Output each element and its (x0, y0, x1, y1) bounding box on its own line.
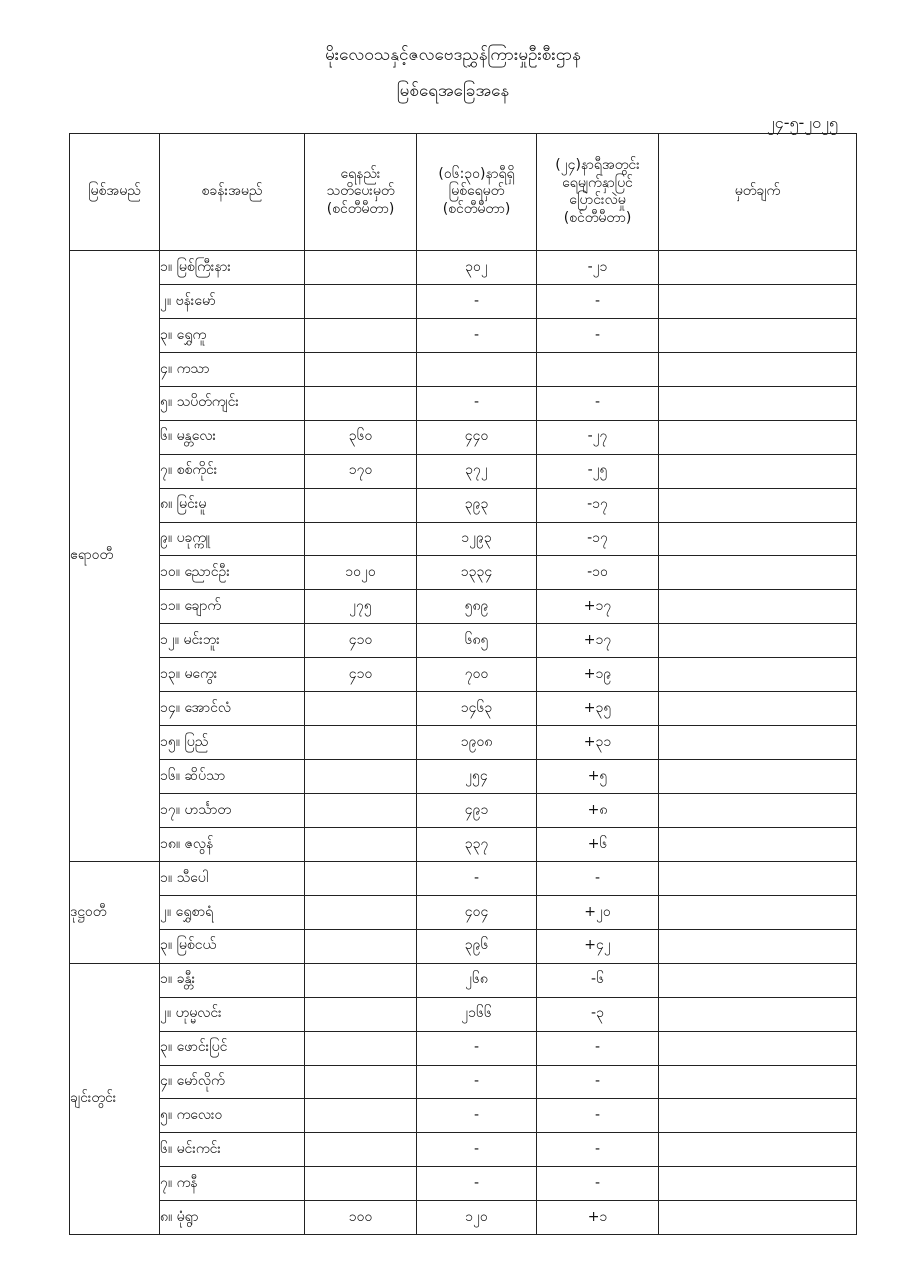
danger-level-cell (305, 861, 417, 895)
level-change-cell: +၆ (537, 827, 659, 861)
station-name-cell: ၆။ မန္တလေး (160, 420, 305, 454)
station-name-cell: ၂။ ရွှေစာရံ (160, 895, 305, 929)
table-row (70, 454, 857, 488)
danger-level-cell (305, 284, 417, 318)
station-name-cell: ၅။ ကလေးဝ (160, 1099, 305, 1133)
table-row (70, 997, 857, 1031)
water-level-cell: ၁၂၉၃ (417, 522, 537, 556)
water-level-cell: ၂၁၆၆ (417, 997, 537, 1031)
table-row (70, 1031, 857, 1065)
danger-level-cell (305, 760, 417, 794)
danger-level-cell: ၄၁၀ (305, 658, 417, 692)
danger-level-cell (305, 692, 417, 726)
remarks-cell (659, 1065, 857, 1099)
water-level-cell: ၁၉၀၈ (417, 726, 537, 760)
station-name-cell: ၁။ မြစ်ကြီးနား (160, 251, 305, 285)
level-change-cell: - (537, 1133, 659, 1167)
river-name-cell: ချင်းတွင်း (70, 963, 160, 1235)
danger-level-cell (305, 1031, 417, 1065)
table-row (70, 352, 857, 386)
table-row (70, 895, 857, 929)
station-name-cell: ၁၈။ ဇလွန် (160, 827, 305, 861)
remarks-cell (659, 794, 857, 828)
remarks-cell (659, 692, 857, 726)
station-name-cell: ၂။ ဟုမ္မလင်း (160, 997, 305, 1031)
remarks-cell (659, 420, 857, 454)
header-danger-level: ရေနည်း သတိပေးမှတ် (စင်တီမီတာ) (305, 134, 417, 251)
danger-level-cell (305, 794, 417, 828)
danger-level-cell: ၁၀၀ (305, 1201, 417, 1235)
level-change-cell (537, 352, 659, 386)
danger-level-cell (305, 386, 417, 420)
table-row (70, 963, 857, 997)
water-level-cell: - (417, 1167, 537, 1201)
table-row (70, 827, 857, 861)
remarks-cell (659, 590, 857, 624)
remarks-cell (659, 522, 857, 556)
remarks-cell (659, 624, 857, 658)
table-row (70, 590, 857, 624)
water-level-cell: ၇၀၀ (417, 658, 537, 692)
header-river: မြစ်အမည် (70, 134, 160, 251)
document-subtitle: မြစ်ရေအခြေအနေ (396, 81, 510, 101)
water-level-cell: - (417, 318, 537, 352)
danger-level-cell (305, 318, 417, 352)
remarks-cell (659, 1031, 857, 1065)
level-change-cell: - (537, 861, 659, 895)
level-change-cell: - (537, 318, 659, 352)
level-change-cell: - (537, 1099, 659, 1133)
table-row (70, 861, 857, 895)
station-name-cell: ၁၅။ ပြည် (160, 726, 305, 760)
water-level-cell (417, 352, 537, 386)
table-row (70, 251, 857, 285)
table-row (70, 522, 857, 556)
remarks-cell (659, 658, 857, 692)
remarks-cell (659, 251, 857, 285)
level-change-cell: +၈ (537, 794, 659, 828)
remarks-cell (659, 861, 857, 895)
remarks-cell (659, 454, 857, 488)
water-level-cell: ၂၅၄ (417, 760, 537, 794)
water-level-cell: ၃၀၂ (417, 251, 537, 285)
remarks-cell (659, 1133, 857, 1167)
river-name-cell: ဧရာဝတီ (70, 251, 160, 862)
level-change-cell: -၂၅ (537, 454, 659, 488)
water-level-cell: - (417, 1065, 537, 1099)
remarks-cell (659, 929, 857, 963)
station-name-cell: ၃။ ရွှေကူ (160, 318, 305, 352)
table-row (70, 726, 857, 760)
level-change-cell: - (537, 1031, 659, 1065)
table-body (70, 251, 857, 1235)
danger-level-cell (305, 997, 417, 1031)
level-change-cell: +၁၉ (537, 658, 659, 692)
remarks-cell (659, 760, 857, 794)
danger-level-cell: ၂၇၅ (305, 590, 417, 624)
water-level-cell: ၃၇၂ (417, 454, 537, 488)
level-change-cell: -၁၇ (537, 488, 659, 522)
station-name-cell: ၃။ ဖောင်းပြင် (160, 1031, 305, 1065)
table-row (70, 284, 857, 318)
water-level-cell: - (417, 861, 537, 895)
water-level-cell: ၄၄၀ (417, 420, 537, 454)
remarks-cell (659, 386, 857, 420)
danger-level-cell: ၁၇၀ (305, 454, 417, 488)
level-change-cell: - (537, 386, 659, 420)
level-change-cell: +၁၇ (537, 624, 659, 658)
remarks-cell (659, 1167, 857, 1201)
remarks-cell (659, 284, 857, 318)
danger-level-cell: ၃၆၀ (305, 420, 417, 454)
station-name-cell: ၁၇။ ဟင်္သာတ (160, 794, 305, 828)
report-date: ၂၄-၅-၂၀၂၅ (766, 113, 838, 132)
water-level-cell: ၁၄၆၃ (417, 692, 537, 726)
station-name-cell: ၁၁။ ချောက် (160, 590, 305, 624)
table-row (70, 318, 857, 352)
remarks-cell (659, 318, 857, 352)
table-row (70, 760, 857, 794)
water-level-cell: - (417, 284, 537, 318)
station-name-cell: ၄။ ကသာ (160, 352, 305, 386)
table-row (70, 794, 857, 828)
station-name-cell: ၉။ ပခုက္ကူ (160, 522, 305, 556)
table-header (70, 134, 857, 251)
danger-level-cell: ၄၁၀ (305, 624, 417, 658)
level-change-cell: +၅ (537, 760, 659, 794)
station-name-cell: ၂။ ဗန်းမော် (160, 284, 305, 318)
station-name-cell: ၈။ မြင်းမူ (160, 488, 305, 522)
danger-level-cell (305, 929, 417, 963)
remarks-cell (659, 1201, 857, 1235)
remarks-cell (659, 827, 857, 861)
remarks-cell (659, 488, 857, 522)
table-row (70, 1133, 857, 1167)
table-row (70, 1065, 857, 1099)
water-level-cell: - (417, 386, 537, 420)
water-level-cell: ၁၃၃၄ (417, 556, 537, 590)
table-row (70, 929, 857, 963)
station-name-cell: ၄။ မော်လိုက် (160, 1065, 305, 1099)
station-name-cell: ၇။ ကနီ (160, 1167, 305, 1201)
danger-level-cell (305, 1167, 417, 1201)
level-change-cell: +၂၀ (537, 895, 659, 929)
level-change-cell: -၃ (537, 997, 659, 1031)
level-change-cell: -၆ (537, 963, 659, 997)
water-level-cell: ၃၃၇ (417, 827, 537, 861)
remarks-cell (659, 726, 857, 760)
table-row (70, 1099, 857, 1133)
table-row (70, 420, 857, 454)
danger-level-cell: ၁၀၂၀ (305, 556, 417, 590)
level-change-cell: +၁ (537, 1201, 659, 1235)
station-name-cell: ၆။ မင်းကင်း (160, 1133, 305, 1167)
header-row (70, 134, 857, 251)
remarks-cell (659, 352, 857, 386)
danger-level-cell (305, 1133, 417, 1167)
level-change-cell: -၁၇ (537, 522, 659, 556)
water-level-cell: ၄၀၄ (417, 895, 537, 929)
water-level-cell: ၂၆၈ (417, 963, 537, 997)
level-change-cell: +၃၁ (537, 726, 659, 760)
station-name-cell: ၁၀။ ညောင်ဦး (160, 556, 305, 590)
danger-level-cell (305, 488, 417, 522)
level-change-cell: - (537, 284, 659, 318)
water-level-cell: ၄၉၁ (417, 794, 537, 828)
danger-level-cell (305, 827, 417, 861)
station-name-cell: ၁၂။ မင်းဘူး (160, 624, 305, 658)
table-row (70, 556, 857, 590)
table-row (70, 1167, 857, 1201)
level-change-cell: - (537, 1167, 659, 1201)
station-name-cell: ၁၆။ ဆိပ်သာ (160, 760, 305, 794)
danger-level-cell (305, 726, 417, 760)
station-name-cell: ၁။ သီပေါ (160, 861, 305, 895)
level-change-cell: +၃၅ (537, 692, 659, 726)
river-name-cell: ဒုဋ္ဌဝတီ (70, 861, 160, 963)
table-row (70, 1201, 857, 1235)
remarks-cell (659, 1099, 857, 1133)
water-level-cell: - (417, 1133, 537, 1167)
remarks-cell (659, 963, 857, 997)
danger-level-cell (305, 352, 417, 386)
table-row (70, 624, 857, 658)
station-name-cell: ၁။ ခန္တီး (160, 963, 305, 997)
remarks-cell (659, 556, 857, 590)
danger-level-cell (305, 522, 417, 556)
level-change-cell: - (537, 1065, 659, 1099)
water-level-cell: ၃၉၆ (417, 929, 537, 963)
table-row (70, 488, 857, 522)
river-level-table (69, 133, 857, 1235)
table-row (70, 386, 857, 420)
level-change-cell: +၄၂ (537, 929, 659, 963)
level-change-cell: -၂၁ (537, 251, 659, 285)
table-row (70, 658, 857, 692)
header-24h-change: (၂၄)နာရီအတွင်း ရေမျက်နှာပြင် ပြောင်းလဲမှု (စင်တီမီတာ) (537, 134, 659, 251)
document-title: မိုးလေဝသနှင့်ဇလဗေဒညွှန်ကြားမှုဦးစီးဌာန (325, 45, 581, 65)
danger-level-cell (305, 963, 417, 997)
level-change-cell: -၂၇ (537, 420, 659, 454)
danger-level-cell (305, 251, 417, 285)
header-remarks: မှတ်ချက် (659, 134, 857, 251)
station-name-cell: ၁၃။ မကွေး (160, 658, 305, 692)
remarks-cell (659, 997, 857, 1031)
remarks-cell (659, 895, 857, 929)
danger-level-cell (305, 895, 417, 929)
water-level-cell: ၅၈၉ (417, 590, 537, 624)
water-level-cell: ၃၉၃ (417, 488, 537, 522)
station-name-cell: ၃။ မြစ်ငယ် (160, 929, 305, 963)
water-level-cell: - (417, 1031, 537, 1065)
danger-level-cell (305, 1065, 417, 1099)
header-station: စခန်းအမည် (160, 134, 305, 251)
header-water-level: (၀၆:၃၀)နာရီရှိ မြစ်ရေမှတ် (စင်တီမီတာ) (417, 134, 537, 251)
water-level-cell: ၁၂၀ (417, 1201, 537, 1235)
water-level-cell: - (417, 1099, 537, 1133)
station-name-cell: ၅။ သပိတ်ကျင်း (160, 386, 305, 420)
danger-level-cell (305, 1099, 417, 1133)
station-name-cell: ၇။ စစ်ကိုင်း (160, 454, 305, 488)
station-name-cell: ၁၄။ အောင်လံ (160, 692, 305, 726)
table-row (70, 692, 857, 726)
water-level-cell: ၆၈၅ (417, 624, 537, 658)
level-change-cell: -၁၀ (537, 556, 659, 590)
level-change-cell: +၁၇ (537, 590, 659, 624)
station-name-cell: ၈။ မုံရွာ (160, 1201, 305, 1235)
